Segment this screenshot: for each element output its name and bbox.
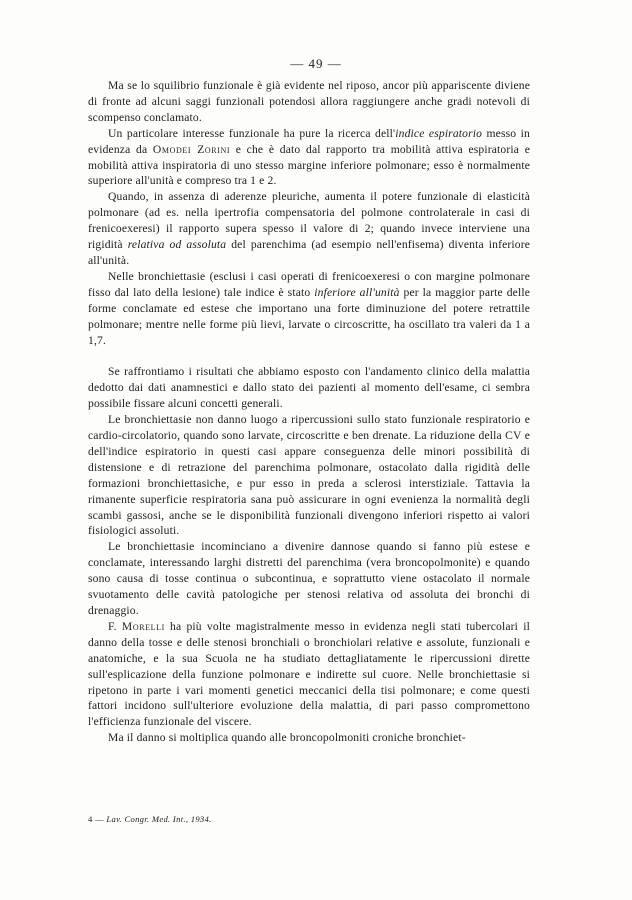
text-run: Nelle bronchiettasie (esclusi i casi operati di frenicoexeresi o con margine polmonare fisso dal lato della lesione) tale indice è stato [88, 269, 530, 299]
text-run: Se raffrontiamo i risultati che abbiamo esposto con l'andamento clinico della malattia dedotto dai dati anamnestici e dallo stato dei pazienti al momento dell'esame, ci sembra possibile fissare alcuni concetti generali. [88, 365, 530, 411]
text-run: Ma il danno si moltiplica quando alle broncopolmoniti croniche bronchiet- [108, 731, 466, 745]
text-run: del parenchima (ad esempio nell'enfisema) diventa inferiore all'unità. [88, 238, 531, 267]
text-run: Ma se lo squilibrio funzionale è già evidente nel riposo, ancor più appariscente diviene di fronte ad alcuni saggi funzionali potendosi allora raggiungere anche gradi notevoli di scompenso conclamato. [88, 79, 530, 124]
text-run: Quando, in assenza di aderenze pleuriche, aumenta il potere funzionale di elasticità polmonare (ad es. nella ipertrofia compensatoria del polmone controlaterale in casi di frenicoexeresi) il rapporto supera spesso il valore di 2; quando invece interviene una rigidità [88, 190, 530, 252]
paragraph [88, 78, 530, 126]
paragraph [88, 126, 530, 190]
text-run: F. [108, 619, 122, 633]
italic-term: relativa od assoluta [127, 238, 227, 252]
footnote-number: 4 — [88, 814, 104, 824]
text-run: ha più volte magistralmente messo in evidenza negli stati tubercolari il danno della tosse e delle stenosi bronchiali o bronchiolari relative e assolute, funzionali e anatomiche, e la sua Scuola ne ha studiato dettagliatamente le ripercussioni dirette sull'esplicazione della funzione polmonare e indirette sul cuore. Nelle bronchiettasie si ripetono in parte i vari momenti genetici meccanici della tisi polmonare; e come questi fattori incidono sull'ulteriore evoluzione della malattia, di pari passo compromettono l'efficienza funzionale del viscere. [88, 619, 530, 729]
paragraph [88, 539, 530, 619]
footnote-text: Lav. Congr. Med. Int., 1934. [106, 814, 212, 824]
author-name: Morelli [121, 619, 165, 633]
italic-term: inferiore all'unità [314, 285, 400, 299]
paragraph [88, 730, 530, 746]
paragraph [88, 412, 530, 539]
text-run: Un particolare interesse funzionale ha pure la ricerca dell' [108, 126, 396, 140]
text-run: Le bronchiettasie incominciano a divenire dannose quando si fanno più estese e conclamate, interessando larghi distretti del parenchima (vera broncopolmonite) e quando sono causa di tosse continua o subcontinua, e soprattutto viene ostacolato il normale svuotamento delle cavità patologiche per stenosi relativa od assoluta dei bronchi di drenaggio. [88, 540, 530, 617]
footnote [88, 814, 530, 824]
paragraph [88, 189, 530, 269]
page-number: — 49 — [290, 56, 342, 71]
paragraph [88, 269, 530, 349]
paragraph [88, 364, 530, 412]
body-text [88, 78, 530, 746]
author-name: Omodei Zorini [152, 142, 231, 156]
paragraph [88, 619, 530, 730]
text-run: messo in evidenza da [88, 126, 530, 156]
text-run: per la maggior parte delle forme conclamate ed estese che importano una forte diminuzione del potere retrattile polmonare; mentre nelle forme più lievi, larvate o circoscritte, ha oscillato tra valeri da 1 a 1,7. [88, 285, 530, 347]
italic-term: indice espiratorio [395, 126, 483, 140]
text-run: Le bronchiettasie non danno luogo a ripercussioni sullo stato funzionale respiratorio e cardio-circolatorio, quando sono larvate, circoscritte e ben drenate. La riduzione della CV e dell'indice espiratorio in questi casi appare conseguenza delle minori possibilità di distensione e di retrazione del parenchima polmonare, ostacolato dalla rigidità delle formazioni bronchiettasiche, e pur esso in preda a sclerosi interstiziale. Tattavia la rimanente superficie respiratoria sana può assicurare in ogni evenienza la normalità degli scambi gassosi, anche se le disponibilità funzionali divengono inferiori rispetto ai valori fisiologici assoluti. [88, 413, 530, 538]
text-run: e che è dato dal rapporto tra mobilità attiva espiratoria e mobilità attiva inspiratoria di uno stesso margine inferiore polmonare; esso è normalmente superiore all'unità e compreso tra 1 e 2. [88, 142, 530, 188]
